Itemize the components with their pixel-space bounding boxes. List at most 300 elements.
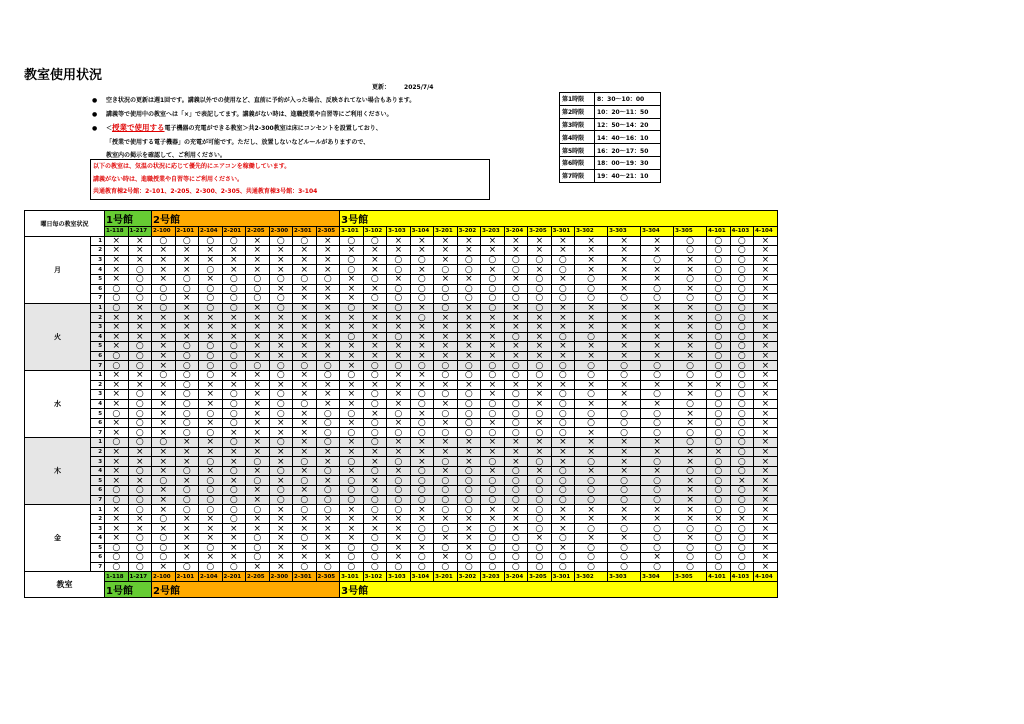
occupied-cell: × [222,255,246,265]
occupied-cell: × [293,255,317,265]
occupied-cell: × [528,380,552,390]
available-cell: ○ [128,534,152,544]
available-cell: ○ [128,351,152,361]
available-cell: ○ [730,370,754,380]
occupied-cell: × [575,342,608,352]
occupied-cell: × [246,428,270,438]
occupied-cell: × [293,409,317,419]
occupied-cell: × [707,514,731,524]
occupied-cell: × [175,438,199,448]
occupied-cell: × [457,342,481,352]
available-cell: ○ [551,370,575,380]
available-cell: ○ [387,428,411,438]
occupied-cell: × [363,342,387,352]
occupied-cell: × [105,342,129,352]
occupied-cell: × [575,447,608,457]
available-cell: ○ [481,370,505,380]
room-label: 3-202 [457,572,481,582]
occupied-cell: × [246,524,270,534]
occupied-cell: × [608,274,641,284]
occupied-cell: × [340,399,364,409]
available-cell: ○ [269,303,293,313]
occupied-cell: × [457,322,481,332]
available-cell: ○ [674,399,707,409]
available-cell: ○ [551,476,575,486]
occupied-cell: × [293,524,317,534]
available-cell: ○ [387,457,411,467]
available-cell: ○ [528,255,552,265]
occupied-cell: × [754,466,778,476]
available-cell: ○ [128,342,152,352]
occupied-cell: × [246,418,270,428]
occupied-cell: × [434,553,458,563]
available-cell: ○ [707,390,731,400]
occupied-cell: × [387,466,411,476]
available-cell: ○ [199,409,223,419]
occupied-cell: × [269,524,293,534]
room-label: 3-101 [340,572,364,582]
occupied-cell: × [293,543,317,553]
occupied-cell: × [316,399,340,409]
available-cell: ○ [410,274,434,284]
available-cell: ○ [575,284,608,294]
occupied-cell: × [754,409,778,419]
occupied-cell: × [434,255,458,265]
occupied-cell: × [269,322,293,332]
available-cell: ○ [730,332,754,342]
occupied-cell: × [575,303,608,313]
note-text: 講義等で使用中の教室へは「×」で表記してます。講義がない時は、進職授業や自習等にご利用ください。 [106,110,393,118]
available-cell: ○ [730,524,754,534]
available-cell: ○ [410,390,434,400]
available-cell: ○ [387,505,411,515]
available-cell: ○ [457,255,481,265]
available-cell: ○ [674,562,707,572]
available-cell: ○ [707,342,731,352]
available-cell: ○ [222,409,246,419]
occupied-cell: × [387,543,411,553]
table-row [25,543,778,553]
available-cell: ○ [707,505,731,515]
period-time: 8：30～10：00 [595,93,661,106]
available-cell: ○ [434,495,458,505]
available-cell: ○ [246,553,270,563]
occupied-cell: × [674,255,707,265]
available-cell: ○ [175,418,199,428]
occupied-cell: × [575,428,608,438]
available-cell: ○ [128,409,152,419]
available-cell: ○ [528,486,552,496]
room-footer-row [25,572,778,582]
occupied-cell: × [363,457,387,467]
room-label: 3-303 [608,227,641,237]
occupied-cell: × [575,351,608,361]
available-cell: ○ [363,534,387,544]
building-footer-row [25,581,778,597]
occupied-cell: × [641,274,674,284]
occupied-cell: × [316,236,340,246]
available-cell: ○ [641,457,674,467]
period-number: 7 [91,562,105,572]
available-cell: ○ [457,505,481,515]
occupied-cell: × [269,457,293,467]
available-cell: ○ [387,476,411,486]
available-cell: ○ [128,553,152,563]
period-row [560,105,661,118]
occupied-cell: × [410,246,434,256]
occupied-cell: × [246,246,270,256]
occupied-cell: × [316,351,340,361]
available-cell: ○ [481,303,505,313]
available-cell: ○ [105,562,129,572]
available-cell: ○ [504,294,528,304]
occupied-cell: × [340,534,364,544]
occupied-cell: × [128,255,152,265]
available-cell: ○ [551,428,575,438]
room-label: 3-205 [528,572,552,582]
available-cell: ○ [410,495,434,505]
available-cell: ○ [707,428,731,438]
occupied-cell: × [504,313,528,323]
available-cell: ○ [387,409,411,419]
occupied-cell: × [105,534,129,544]
occupied-cell: × [457,332,481,342]
available-cell: ○ [246,476,270,486]
available-cell: ○ [608,562,641,572]
occupied-cell: × [481,322,505,332]
period-name: 第7時限 [560,169,595,182]
available-cell: ○ [707,495,731,505]
available-cell: ○ [410,534,434,544]
occupied-cell: × [363,447,387,457]
available-cell: ○ [175,562,199,572]
occupied-cell: × [269,342,293,352]
available-cell: ○ [707,284,731,294]
occupied-cell: × [575,399,608,409]
occupied-cell: × [363,380,387,390]
available-cell: ○ [316,370,340,380]
available-cell: ○ [410,418,434,428]
occupied-cell: × [105,390,129,400]
occupied-cell: × [387,390,411,400]
occupied-cell: × [175,553,199,563]
occupied-cell: × [674,351,707,361]
occupied-cell: × [674,342,707,352]
available-cell: ○ [387,255,411,265]
occupied-cell: × [246,447,270,457]
table-row [25,255,778,265]
occupied-cell: × [551,457,575,467]
room-label: 2-201 [222,572,246,582]
available-cell: ○ [175,236,199,246]
available-cell: ○ [175,380,199,390]
occupied-cell: × [481,447,505,457]
occupied-cell: × [152,418,176,428]
occupied-cell: × [316,390,340,400]
occupied-cell: × [128,313,152,323]
occupied-cell: × [410,380,434,390]
available-cell: ○ [128,562,152,572]
day-label: 水 [25,370,91,437]
available-cell: ○ [575,361,608,371]
occupied-cell: × [387,447,411,457]
occupied-cell: × [105,322,129,332]
available-cell: ○ [551,399,575,409]
occupied-cell: × [105,466,129,476]
occupied-cell: × [641,466,674,476]
occupied-cell: × [340,342,364,352]
available-cell: ○ [528,495,552,505]
period-row [560,118,661,131]
building-label: 3号館 [340,581,778,597]
table-row [25,466,778,476]
available-cell: ○ [410,486,434,496]
occupied-cell: × [269,428,293,438]
note-text: 教室内の掲示を確認して、ご利用ください。 [106,152,226,160]
table-row [25,351,778,361]
occupied-cell: × [457,524,481,534]
available-cell: ○ [316,562,340,572]
available-cell: ○ [730,322,754,332]
occupied-cell: × [246,303,270,313]
available-cell: ○ [551,418,575,428]
available-cell: ○ [128,438,152,448]
available-cell: ○ [316,409,340,419]
room-label: 1-118 [105,572,129,582]
available-cell: ○ [575,409,608,419]
occupied-cell: × [316,543,340,553]
available-cell: ○ [730,284,754,294]
table-row [25,322,778,332]
occupied-cell: × [481,380,505,390]
available-cell: ○ [199,284,223,294]
available-cell: ○ [707,562,731,572]
occupied-cell: × [434,418,458,428]
occupied-cell: × [754,486,778,496]
building-label: 2号館 [152,581,340,597]
table-row [25,370,778,380]
occupied-cell: × [316,246,340,256]
table-row [25,534,778,544]
occupied-cell: × [222,332,246,342]
occupied-cell: × [316,322,340,332]
occupied-cell: × [707,447,731,457]
occupied-cell: × [222,246,246,256]
occupied-cell: × [246,332,270,342]
occupied-cell: × [754,562,778,572]
aircon-notice [90,159,490,200]
room-label: 3-103 [387,227,411,237]
available-cell: ○ [340,562,364,572]
available-cell: ○ [363,553,387,563]
occupied-cell: × [363,255,387,265]
available-cell: ○ [528,514,552,524]
occupied-cell: × [575,466,608,476]
updated-date: 2025/7/4 [404,84,434,91]
table-row [25,303,778,313]
available-cell: ○ [707,409,731,419]
available-cell: ○ [269,236,293,246]
table-row [25,284,778,294]
available-cell: ○ [641,524,674,534]
available-cell: ○ [410,313,434,323]
occupied-cell: × [199,466,223,476]
occupied-cell: × [152,274,176,284]
occupied-cell: × [293,351,317,361]
available-cell: ○ [504,418,528,428]
available-cell: ○ [551,562,575,572]
occupied-cell: × [481,332,505,342]
occupied-cell: × [152,390,176,400]
occupied-cell: × [222,524,246,534]
period-number: 2 [91,313,105,323]
occupied-cell: × [410,514,434,524]
period-number: 2 [91,380,105,390]
occupied-cell: × [363,476,387,486]
available-cell: ○ [481,255,505,265]
room-label: 3-303 [608,572,641,582]
occupied-cell: × [128,332,152,342]
occupied-cell: × [528,236,552,246]
available-cell: ○ [199,303,223,313]
table-row [25,236,778,246]
available-cell: ○ [246,505,270,515]
room-label: 3-302 [575,227,608,237]
occupied-cell: × [575,265,608,275]
available-cell: ○ [293,476,317,486]
available-cell: ○ [674,428,707,438]
period-number: 7 [91,361,105,371]
occupied-cell: × [152,562,176,572]
available-cell: ○ [199,361,223,371]
occupied-cell: × [152,447,176,457]
occupied-cell: × [730,514,754,524]
available-cell: ○ [504,390,528,400]
period-number: 4 [91,332,105,342]
available-cell: ○ [128,274,152,284]
occupied-cell: × [363,246,387,256]
available-cell: ○ [608,476,641,486]
available-cell: ○ [608,361,641,371]
room-label: 2-104 [199,227,223,237]
occupied-cell: × [175,476,199,486]
room-label: 1-217 [128,227,152,237]
occupied-cell: × [128,236,152,246]
occupied-cell: × [730,476,754,486]
table-row [25,495,778,505]
available-cell: ○ [707,361,731,371]
available-cell: ○ [175,274,199,284]
available-cell: ○ [641,428,674,438]
occupied-cell: × [316,294,340,304]
aircon-line-3: 共通教育棟2号館：2-101、2-205、2-300、2-305、共通教育棟3号館：3-104 [93,188,318,195]
occupied-cell: × [269,553,293,563]
occupied-cell: × [674,505,707,515]
occupied-cell: × [674,476,707,486]
occupied-cell: × [608,514,641,524]
room-label: 1-118 [105,227,129,237]
available-cell: ○ [608,294,641,304]
occupied-cell: × [340,284,364,294]
available-cell: ○ [730,246,754,256]
period-number: 2 [91,514,105,524]
available-cell: ○ [316,486,340,496]
available-cell: ○ [674,246,707,256]
occupied-cell: × [528,313,552,323]
occupied-cell: × [754,534,778,544]
available-cell: ○ [316,274,340,284]
occupied-cell: × [575,236,608,246]
available-cell: ○ [707,351,731,361]
available-cell: ○ [504,562,528,572]
period-number: 4 [91,466,105,476]
available-cell: ○ [504,332,528,342]
available-cell: ○ [222,303,246,313]
available-cell: ○ [222,390,246,400]
available-cell: ○ [707,303,731,313]
occupied-cell: × [363,332,387,342]
occupied-cell: × [434,514,458,524]
occupied-cell: × [363,322,387,332]
available-cell: ○ [128,361,152,371]
occupied-cell: × [410,265,434,275]
occupied-cell: × [340,514,364,524]
room-label: 3-305 [674,572,707,582]
available-cell: ○ [730,409,754,419]
room-label: 3-101 [340,227,364,237]
period-schedule [559,92,661,183]
available-cell: ○ [457,390,481,400]
occupied-cell: × [175,332,199,342]
period-name: 第3時限 [560,118,595,131]
period-number: 5 [91,476,105,486]
available-cell: ○ [608,553,641,563]
available-cell: ○ [608,543,641,553]
available-cell: ○ [641,255,674,265]
occupied-cell: × [481,313,505,323]
available-cell: ○ [387,294,411,304]
period-time: 12：50～14：20 [595,118,661,131]
occupied-cell: × [340,505,364,515]
available-cell: ○ [457,294,481,304]
aircon-line-1: 以下の教室は、気温の状況に応じて優先的にエアコンを稼働しています。 [93,163,291,170]
available-cell: ○ [730,390,754,400]
available-cell: ○ [641,370,674,380]
occupied-cell: × [222,380,246,390]
table-row [25,342,778,352]
available-cell: ○ [551,390,575,400]
occupied-cell: × [528,466,552,476]
available-cell: ○ [387,265,411,275]
occupied-cell: × [504,303,528,313]
occupied-cell: × [340,438,364,448]
available-cell: ○ [457,265,481,275]
occupied-cell: × [152,457,176,467]
occupied-cell: × [199,255,223,265]
occupied-cell: × [481,438,505,448]
room-label: 4-101 [707,227,731,237]
occupied-cell: × [269,284,293,294]
occupied-cell: × [754,342,778,352]
table-row [25,390,778,400]
occupied-cell: × [481,265,505,275]
available-cell: ○ [608,486,641,496]
occupied-cell: × [340,322,364,332]
bullet-icon: ● [92,125,98,133]
available-cell: ○ [410,553,434,563]
available-cell: ○ [363,361,387,371]
available-cell: ○ [293,274,317,284]
